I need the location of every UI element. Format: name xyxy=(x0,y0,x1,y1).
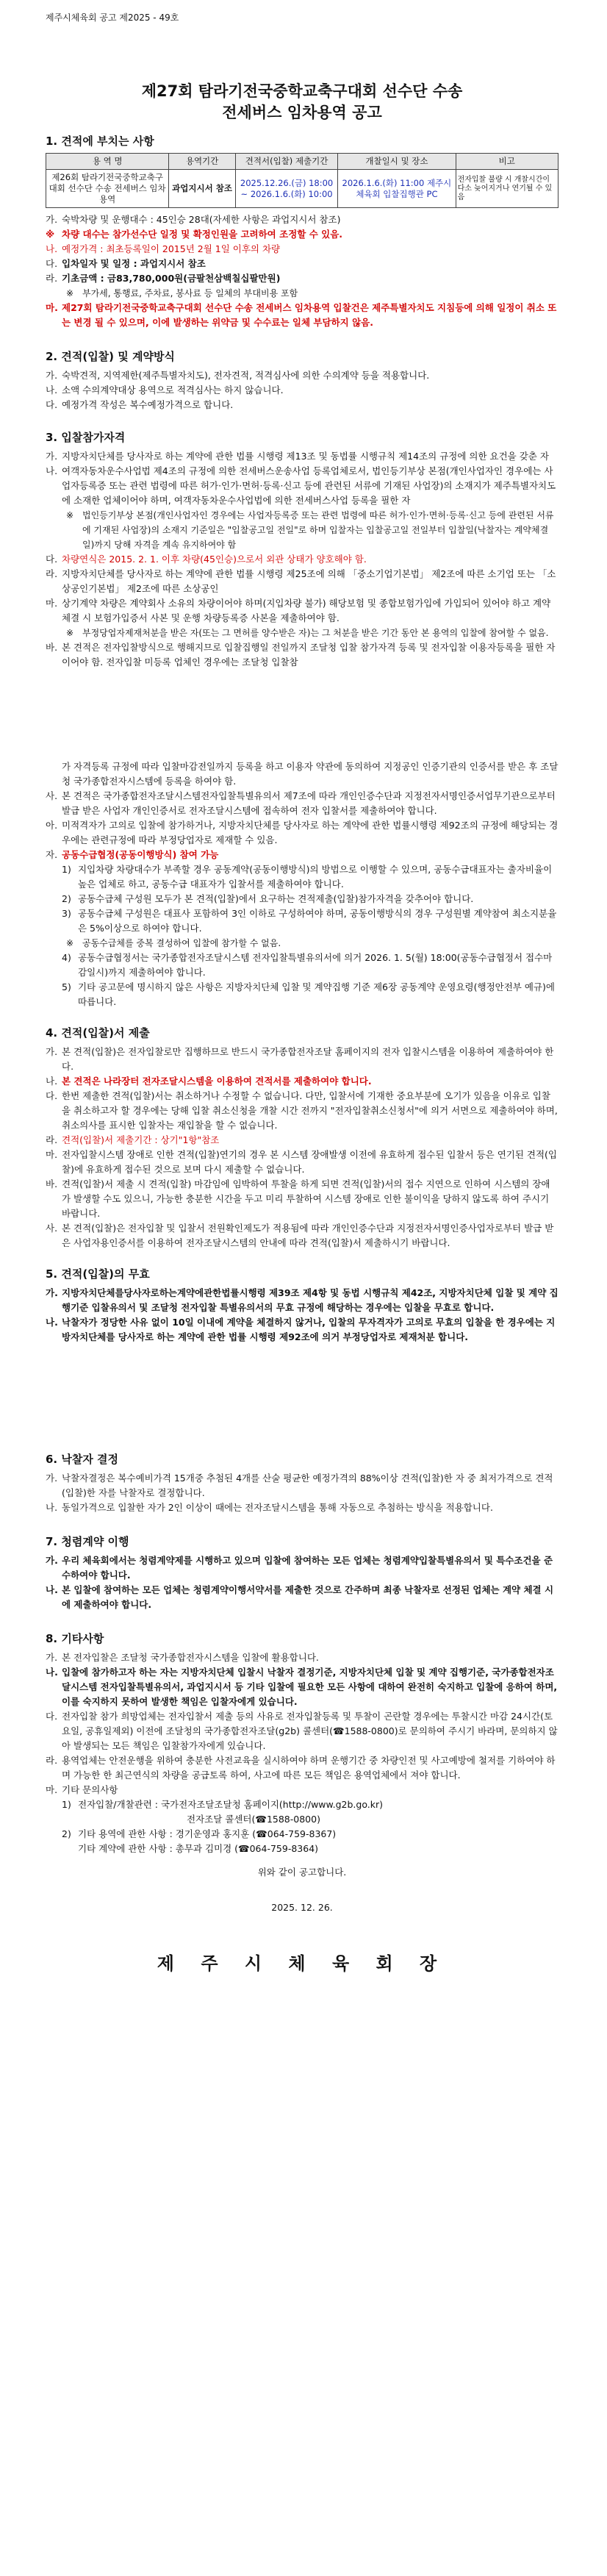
list-item: 나. 입찰에 참가하고자 하는 자는 지방자치단체 입찰시 낙찰자 결정기준, 지방자치단체 입찰 및 계약 집행기준, 국가종합전자조달시스템 전자입찰특별유의서, 과업지시서 등 기타 입찰에 필요한 모든 사항에 대하여 완전히 숙지하고 입찰에 응하여 하며, 이를 숙지하지 못하여 발생한 책임은 입찰자에게 있습니다. xyxy=(46,1667,558,1707)
spec-table-row xyxy=(46,170,558,208)
list-item: 나. 본 견적은 나라장터 전자조달시스템을 이용하여 견적서를 제출하여야 합니다. xyxy=(46,1076,372,1087)
notice-title xyxy=(46,81,558,124)
contact-item: 전자조달 콜센터(☎1588-0800) xyxy=(187,1814,320,1825)
section-7-heading: 7. 청렴계약 이행 xyxy=(46,1535,129,1548)
list-item: 자. 공동수급협정(공동이행방식) 참여 가능 xyxy=(46,849,219,860)
list-item: 마. 전자입찰시스템 장애로 인한 견적(입찰)연기의 경우 본 시스템 장애발생 이전에 유효하게 접수된 입찰서 등은 연기된 견적(입찰)에 유효하게 접수된 것으로 보며 다시 제출할 수 없습니다. xyxy=(46,1149,558,1175)
header-remarks: 비고 xyxy=(456,154,558,170)
list-item: 나. 낙찰자가 정당한 사유 없이 10일 이내에 계약을 체결하지 않거나, 입찰의 무자격자가 고의로 무효의 입찰을 한 경우에는 지방자치단체를 당사자로 하는 계약에 관한 법률 시행령 제92조에 의거 부정당업자로 제재처분 합니다. xyxy=(46,1317,556,1342)
list-item: 마. 상기계약 차량은 계약회사 소유의 차량이어야 하며(지입차량 불가) 해당보험 및 종합보험가입에 가입되어 있어야 하고 계약체결 시 보험가입증서 사본 및 운행 차량등록증 사본을 제출하여야 함. xyxy=(46,598,551,623)
list-item: 아. 미적격자가 고의로 입찰에 참가하거나, 지방자치단체를 당사자로 하는 계약에 관한 법률시행령 제92조의 규정에 해당되는 경우에는 관련규정에 따라 부정당업자로 제재할 수 있음. xyxy=(46,820,558,845)
closing-text: 위와 같이 공고합니다. xyxy=(257,1867,347,1878)
list-item: 나. 동일가격으로 입찰한 자가 2인 이상이 때에는 전자조달시스템을 통해 자동으로 추첨하는 방식을 적용합니다. xyxy=(46,1502,493,1513)
list-item: 바. 견적(입찰)서 제출 시 견적(입찰) 마감임에 임박하여 투찰을 하게 되면 견적(입찰)서의 접수 지연으로 인하여 시스템의 장애가 발생할 수도 있으니, 가능한 충분한 시간을 두고 미리 투찰하여 시스템 장애로 인한 불이익을 당하지 않도록 하여 주시기 바랍니다. xyxy=(46,1178,550,1219)
section-8-heading: 8. 기타사항 xyxy=(46,1632,104,1645)
title-line-2: 전세버스 임차용역 공고 xyxy=(222,104,382,121)
list-item: 사. 본 견적(입찰)은 전자입찰 및 입찰서 전원확인제도가 적용됨에 따라 개인인증수단과 지정전자서명인증사업자로부터 발급 받은 사업자용인증서를 이용하여 전자조달시스템의 안내에 따라 견적(입찰)서 제출하시기 바랍니다. xyxy=(46,1223,554,1248)
notice-number: 제주시체육회 공고 제2025 - 49호 xyxy=(46,12,179,23)
list-item: 바. 본 견적은 전자입찰방식으로 행해지므로 입찰집행일 전일까지 조달청 입찰 참가자격 등록 및 전자입찰 이용자등록을 필한 자이어야 함. 전자입찰 미등록 업체인 경우에는 조달청 입찰참 xyxy=(46,642,556,668)
list-item: 가. 지방자치단체를 당사자로 하는 계약에 관한 법률 시행령 제13조 및 동법률 시행규칙 제14조의 규정에 의한 요건을 갖춘 자 xyxy=(46,451,549,462)
list-item: 나. 여객자동차운수사업법 제4조의 규정에 의한 전세버스운송사업 등록업체로서, 법인등기부상 본점(개인사업자인 경우에는 사업자등록증 또는 관련 법령에 따른 허가·인가·면허·등록·신고 등에 관련된 서류에 기재된 사업장)의 소재지가 제주특별자치도에 소재한 업체이어야 하며, 여객자동차운수사업법에 의한 전세버스사업 등록을 필한 자 xyxy=(46,465,556,506)
title-line-1: 제27회 탐라기전국중학교축구대회 선수단 수송 xyxy=(141,82,463,100)
list-item: 가. 지방자치단체를당사자로하는계약에관한법률시행령 제39조 제4항 및 동법 시행규칙 제42조, 지방자치단체 입찰 및 계약 집행기준 입찰유의서 및 조달청 전자입찰 특별유의서의 무효 규정에 해당하는 경우에는 입찰을 무효로 합니다. xyxy=(46,1287,558,1313)
list-item: 가. 낙찰자결정은 복수예비가격 15개중 추첨된 4개를 산술 평균한 예정가격의 88%이상 견적(입찰)한 자 중 최저가격으로 견적(입찰)한 자를 낙찰자로 결정합니다. xyxy=(46,1473,553,1498)
list-item: 가. 본 견적(입찰)은 전자입찰로만 집행하므로 반드시 국가종합전자조달 홈페이지의 전자 입찰시스템을 이용하여 제출하여야 한다. xyxy=(46,1046,554,1072)
cell-service-period: 과업지시서 참조 xyxy=(169,170,236,208)
list-item: 다. 예정가격 작성은 복수예정가격으로 합니다. xyxy=(46,399,234,410)
page-break-space xyxy=(46,1345,558,1442)
list-item: ※ 부정당업자제재처분을 받은 자(또는 그 면허를 양수받은 자)는 그 처분을 받은 기간 동안 본 용역의 입찰에 참여할 수 없음. xyxy=(66,628,549,638)
list-item: 가 자격등록 규정에 따라 입찰마감전일까지 등록을 하고 이용자 약관에 동의하여 지정공인 인증기관의 인증서를 받은 후 조달청 국가종합전자시스템에 등록을 하여야 함. xyxy=(62,761,558,787)
list-item: 가. 우리 체육회에서는 청렴계약제를 시행하고 있으며 입찰에 참여하는 모든 업체는 청렴계약입찰특별유의서 및 특수조건을 준수하여야 합니다. xyxy=(46,1555,553,1581)
list-item: 다. 전자입찰 참가 희망업체는 전자입찰서 제출 등의 사유로 전자입찰등록 및 투찰이 곤란할 경우에는 투찰시간 마감 24시간(토요일, 공휴일제외) 이전에 조달청의 국가종합전자조달(g2b) 콜센터(☎1588-0800)로 문의하여 주시기 바라며, 문의하지 않아 발생되는 모든 책임은 입찰참가자에게 있습니다. xyxy=(46,1711,558,1751)
header-service-name: 용 역 명 xyxy=(46,154,169,170)
list-item: 라. 지방자치단체를 당사자로 하는 계약에 관한 법률 시행령 제25조에 의해 「중소기업기본법」 제2조에 따른 소기업 또는 「소상공인기본법」 제2조에 따른 소상공인 xyxy=(46,568,556,594)
contact-item: 1) 전자입찰/개찰관련 : 국가전자조달조달청 홈페이지(http://www.g2b.go.kr) xyxy=(62,1799,383,1810)
list-item: 나. 소액 수의계약대상 용역으로 적격심사는 하지 않습니다. xyxy=(46,384,284,396)
list-item: 다. 차량연식은 2015. 2. 1. 이후 차량(45인승)으로서 외관 상태가 양호해야 함. xyxy=(46,554,367,565)
spec-table-header-row xyxy=(46,154,558,170)
list-item: 가. 숙박차량 및 운행대수 : 45인승 28대(자세한 사항은 과업지시서 참조) xyxy=(46,214,341,225)
list-item: ※ 부가세, 통행료, 주차료, 봉사료 등 일체의 부대비용 포함 xyxy=(66,288,298,298)
list-item: 마. 기타 문의사항 xyxy=(46,1784,118,1795)
contact-item: 2) 기타 용역에 관한 사항 : 경기운영과 홍지훈 (☎064-759-8367) xyxy=(62,1828,337,1839)
notice-date: 2025. 12. 26. xyxy=(271,1902,333,1913)
cell-service-name: 제26회 탐라기전국중학교축구대회 선수단 수송 전세버스 임차용역 xyxy=(46,170,169,208)
list-item: 나. 예정가격 : 최초등록일이 2015년 2월 1일 이후의 차량 xyxy=(46,243,281,254)
list-item: 5) 기타 공고문에 명시하지 않은 사항은 지방자치단체 입찰 및 계약집행 기준 제6장 공동계약 운영요령(행정안전부 예규)에 따릅니다. xyxy=(62,981,555,1007)
header-opening: 개찰일시 및 장소 xyxy=(338,154,456,170)
list-item: 4) 공동수급협정서는 국가종합전자조달시스템 전자입찰특별유의서에 의거 2026. 1. 5(월) 18:00(공동수급협정서 접수마감일시)까지 제출하여야 합니다. xyxy=(62,952,553,978)
list-item: 사. 본 견적은 국가종합전자조달시스템전자입찰특별유의서 제7조에 따라 개인인증수단과 지정전자서명인증서업무기관으로부터 발급 받은 사업자 개인인증서로 전자조달시스템에 접속하여 전자 입찰서를 제출하여야 합니다. xyxy=(46,790,556,816)
spec-table xyxy=(46,153,558,208)
cell-opening: 2026.1.6.(화) 11:00 제주시체육회 입찰집행관 PC xyxy=(338,170,456,208)
contact-item: 기타 계약에 관한 사항 : 총무과 김미경 (☎064-759-8364) xyxy=(78,1843,319,1854)
section-1-heading: 1. 견적에 부치는 사항 xyxy=(46,135,154,148)
list-item: 라. 기초금액 : 금83,780,000원(금팔천삼백칠십팔만원) xyxy=(46,273,281,284)
header-submit-period: 견적서(입찰) 제출기간 xyxy=(235,154,337,170)
section-4-heading: 4. 견적(입찰)서 제출 xyxy=(46,1026,150,1040)
section-6-heading: 6. 낙찰자 결정 xyxy=(46,1453,119,1466)
list-item: 3) 공동수급체 구성원은 대표사 포함하여 3인 이하로 구성하여야 하며, 공동이행방식의 경우 구성원별 계약참여 최소지분율은 5%이상으로 하여야 합니다. xyxy=(62,908,557,934)
list-item: 마. 제27회 탐라기전국중학교축구대회 선수단 수송 전세버스 임차용역 입찰건은 제주특별자치도 지침등에 의해 일정이 취소 또는 변경 될 수 있으며, 이에 발생하는 위약금 및 수수료는 일체 부담하지 않음. xyxy=(46,302,557,328)
section-3-heading: 3. 입찰참가자격 xyxy=(46,431,126,444)
section-5-heading: 5. 견적(입찰)의 무효 xyxy=(46,1267,150,1281)
cell-remarks: 전자입찰 불량 시 개찰시간이 다소 늦어지거나 연기될 수 있음 xyxy=(456,170,558,208)
page-break-space xyxy=(46,670,558,759)
list-item: ※ 공동수급체를 중복 결성하여 입찰에 참가할 수 없음. xyxy=(66,938,281,948)
list-item: 2) 공동수급체 구성원 모두가 본 견적(입찰)에서 요구하는 견적제출(입찰)참가자격을 갖추어야 합니다. xyxy=(62,893,474,904)
list-item: 다. 한번 제출한 견적(입찰)서는 취소하거나 수정할 수 없습니다. 다만, 입찰서에 기재한 중요부분에 오기가 있음을 이유로 입찰을 취소하고자 할 경우에는 당해 입찰 취소신청을 개찰 시간 전까지 "전자입찰취소신청서"에 의거 서면으로 제출하여야 하며, 취소의사를 표시한 입찰자는 재입찰을 할 수 없습니다. xyxy=(46,1090,558,1131)
list-item: 라. 용역업체는 안전운행을 위하여 충분한 사전교육을 실시하여야 하며 운행기간 중 차량인전 및 사고예방에 철저를 기하여야 하며 가능한 한 최근연식의 차량을 공급토록 하여, 사고에 따른 모든 책임은 용역업체에서 져야 합니다. xyxy=(46,1755,556,1781)
header-service-period: 용역기간 xyxy=(169,154,236,170)
list-item: 가. 본 전자입찰은 조달청 국가종합전자시스템을 입찰에 활용합니다. xyxy=(46,1652,319,1663)
list-item: 1) 지입차량 차량대수가 부족할 경우 공동계약(공동이행방식)의 방법으로 이행할 수 있으며, 공동수급대표자는 출자비율이 높은 업체로 하고, 공동수급 대표자가 입찰서를 제출하여야 합니다. xyxy=(62,864,553,890)
section-2-heading: 2. 견적(입찰) 및 계약방식 xyxy=(46,350,175,363)
list-item: 나. 본 입찰에 참여하는 모든 업체는 청렴계약이행서약서를 제출한 것으로 간주하며 최종 낙찰자로 선정된 업체는 계약 체결 시에 제출하여야 합니다. xyxy=(46,1584,554,1610)
list-item: ※ 법인등기부상 본점(개인사업자인 경우에는 사업자등록증 또는 관련 법령에 따른 허가·인가·면허·등록·신고 등에 관련된 서류에 기재된 사업장)의 소재지 기준일은 "입찰공고일 전일"로 하며 입찰자는 입찰공고일 전일부터 입찰일(낙찰자는 계약체결일)까지 당해 자격을 계속 유지하여야 함 xyxy=(66,510,554,550)
list-item: 다. 입차일자 및 일정 : 과업지시서 참조 xyxy=(46,258,206,269)
organization-signature: 제 주 시 체 육 회 장 xyxy=(157,1953,448,1974)
list-item: 라. 견적(입찰)서 제출기간 : 상기"1항"참조 xyxy=(46,1134,220,1145)
list-item: 가. 숙박견적, 지역제한(제주특별자치도), 전자견적, 적격심사에 의한 수의계약 등을 적용합니다. xyxy=(46,370,430,381)
cell-submit-period: 2025.12.26.(금) 18:00 ~ 2026.1.6.(화) 10:00 xyxy=(235,170,337,208)
list-item: ※ 차량 대수는 참가선수단 일정 및 확정인원을 고려하여 조정할 수 있음. xyxy=(46,229,343,240)
